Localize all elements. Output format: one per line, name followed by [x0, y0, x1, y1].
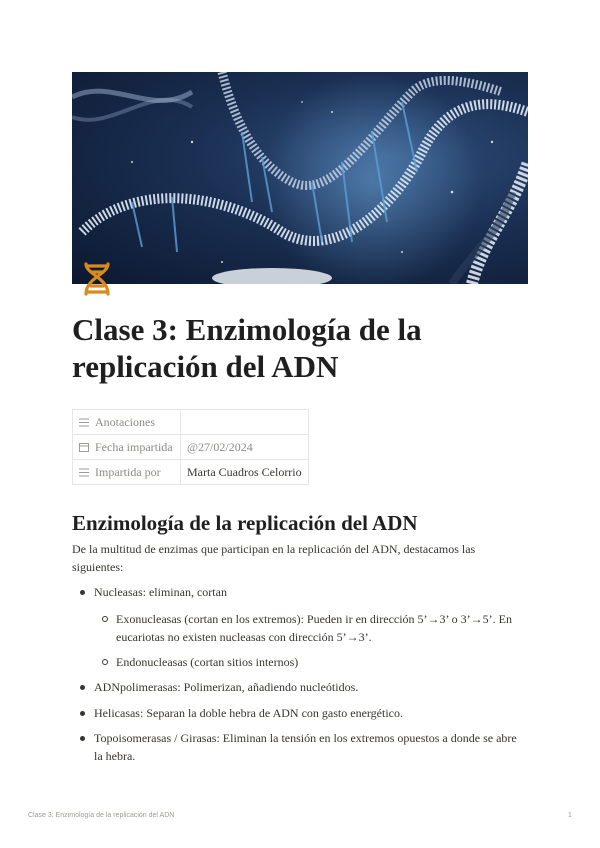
property-row-fecha	[73, 435, 309, 460]
section-heading: Enzimología de la replicación del ADN	[72, 511, 418, 535]
bullet-dot	[80, 590, 85, 595]
list-item-topoisomerasas: Topoisomerasas / Girasas: Eliminan la tensión en los extremos opuestos a donde se abre la hebra.	[94, 731, 517, 763]
cover-image	[72, 72, 528, 284]
list-item-endonucleasas: Endonucleasas (cortan sitios internos)	[116, 655, 299, 669]
page-title-line-2: replicación del ADN	[72, 349, 339, 384]
property-key	[73, 410, 181, 435]
property-row-impartida	[73, 460, 309, 485]
list-item-polimerasas: ADNpolimerasas: Polimerizan, añadiendo nucleótidos.	[94, 680, 359, 694]
property-value[interactable]: Marta Cuadros Celorrio	[181, 460, 309, 485]
property-label: Impartida por	[95, 464, 161, 479]
properties-table	[72, 409, 309, 485]
property-label: Anotaciones	[95, 414, 155, 429]
bullet-dot	[80, 711, 85, 716]
sub-bullet-circle	[102, 659, 108, 665]
property-key	[73, 460, 181, 485]
page-title	[72, 311, 528, 385]
list-item-exonucleasas: Exonucleasas (cortan en los extremos): Pueden ir en dirección 5’→3’ o 3’→5’. En eucariotas no existen nucleasas con dirección 5’→3’.	[116, 612, 512, 644]
list-icon	[79, 418, 89, 427]
list-icon	[79, 468, 89, 477]
list-item-nucleasas: Nucleasas: eliminan, cortan	[94, 585, 227, 599]
property-value[interactable]: @27/02/2024	[181, 435, 309, 460]
page-number: 1	[568, 812, 572, 819]
dna-illustration	[72, 72, 528, 284]
dna-icon	[82, 262, 112, 296]
property-key	[73, 435, 181, 460]
bullet-dot	[80, 685, 85, 690]
list-item-helicasas: Helicasas: Separan la doble hebra de ADN con gasto energético.	[94, 706, 403, 720]
property-row-anotaciones	[73, 410, 309, 435]
property-value[interactable]	[181, 410, 309, 435]
property-label: Fecha impartida	[95, 439, 173, 454]
footer-title: Clase 3: Enzimología de la replicación del ADN	[28, 812, 175, 819]
intro-paragraph: De la multitud de enzimas que participan en la replicación del ADN, destacamos las siguientes:	[72, 542, 476, 574]
sub-bullet-circle	[102, 616, 108, 622]
page-title-line-1: Clase 3: Enzimología de la	[72, 312, 422, 347]
bullet-dot	[80, 736, 85, 741]
calendar-icon	[79, 443, 89, 452]
